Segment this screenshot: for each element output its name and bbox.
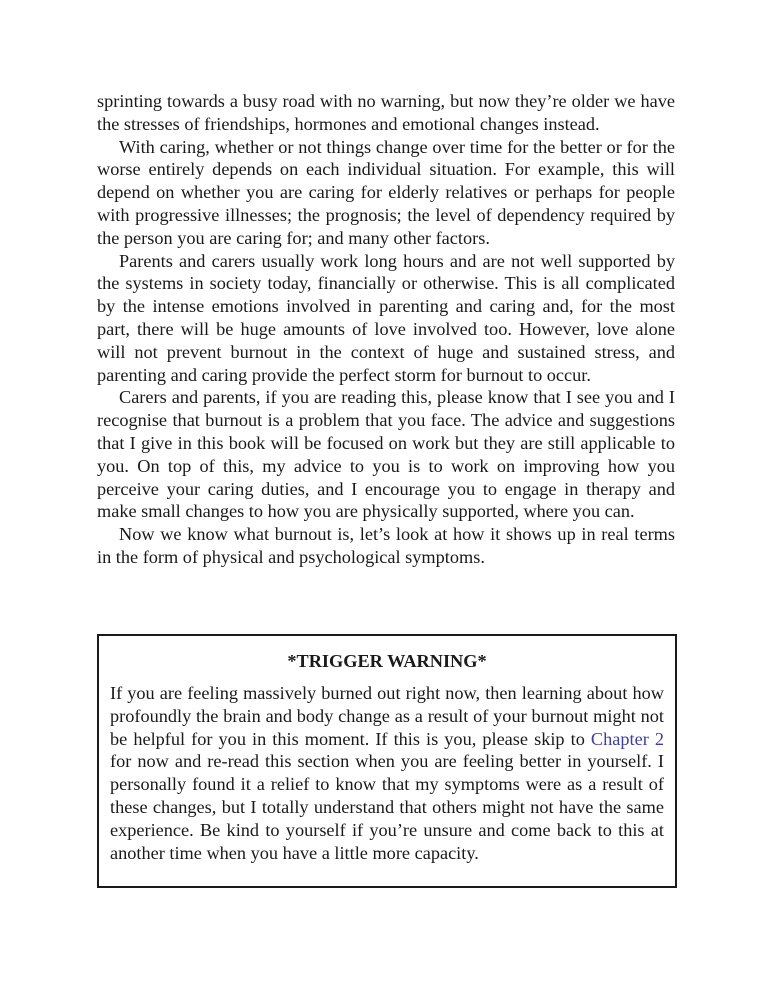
paragraph-4: Carers and parents, if you are reading this, please know that I see you and I recognise that burnout is a problem that you face. The advice and suggestions that I give in this book will be focused on work but they are still applicable to you. On top of this, my advice to you is to work on improving how you perceive your caring duties, and I encourage you to engage in therapy and make small changes to how you are physically supported, where you can. — [97, 387, 675, 522]
trigger-warning-title: *TRIGGER WARNING* — [287, 651, 487, 671]
trigger-warning-text — [110, 682, 664, 864]
paragraph-3: Parents and carers usually work long hours and are not well supported by the systems in society today, financially or otherwise. This is all complicated by the intense emotions involved in parenting and caring and, for the most part, there will be huge amounts of love involved too. However, love alone will not prevent burnout in the context of huge and sustained stress, and parenting and caring provide the perfect storm for burnout to occur. — [97, 250, 675, 385]
paragraph-5: Now we know what burnout is, let’s look at how it shows up in real terms in the form of physical and psychological symptoms. — [97, 524, 675, 567]
chapter-2-link[interactable]: Chapter 2 — [590, 728, 664, 749]
trigger-warning-text-before-link: If you are feeling massively burned out right now, then learning about how profoundly the brain and body change as a result of your burnout might not be helpful for you in this moment. If this is you, please skip to — [110, 683, 664, 749]
trigger-warning-text-after-link: for now and re-read this section when you are feeling better in yourself. I personally found it a relief to know that my symptoms were as a result of these changes, but I totally understand that others might not have the same experience. Be kind to yourself if you’re unsure and come back to this at another time when you have a little more capacity. — [110, 751, 664, 863]
paragraph-2: With caring, whether or not things change over time for the better or for the worse entirely depends on each individual situation. For example, this will depend on whether you are caring for elderly relatives or perhaps for people with progressive illnesses; the prognosis; the level of dependency required by the person you are caring for; and many other factors. — [97, 136, 675, 248]
paragraph-1: sprinting towards a busy road with no warning, but now they’re older we have the stresses of friendships, hormones and emotional changes instead. — [97, 91, 675, 134]
page-body — [97, 90, 675, 569]
trigger-warning-box — [97, 634, 677, 888]
